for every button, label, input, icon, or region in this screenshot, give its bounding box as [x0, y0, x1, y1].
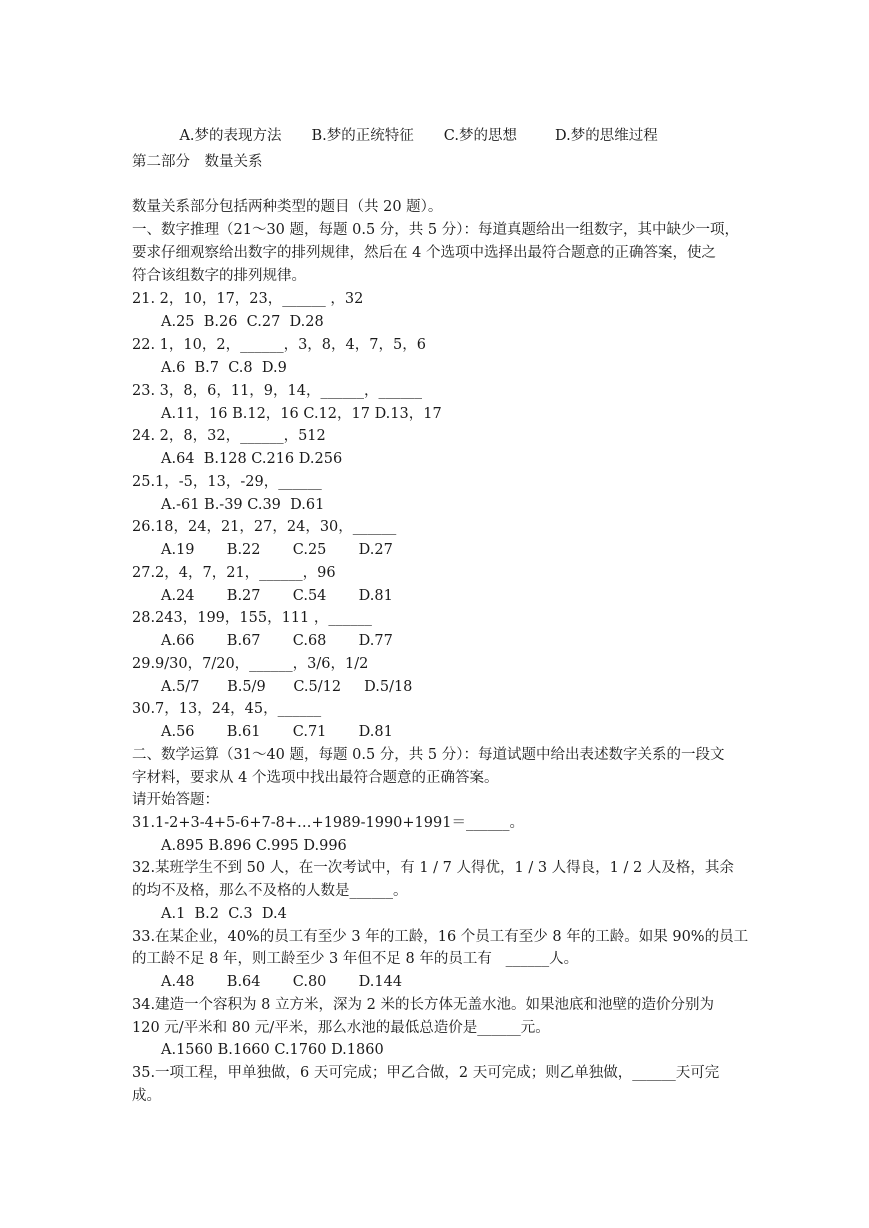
question-stem: 的均不及格，那么不及格的人数是______。 [132, 883, 408, 899]
top-option-a: A.梦的表现方法 [179, 128, 282, 144]
question-stem: 35.一项工程，甲单独做，6 天可完成；甲乙合做，2 天可完成；则乙单独做，______天可完 [132, 1065, 720, 1081]
question-options: A.19 B.22 C.25 D.27 [161, 542, 393, 558]
question-stem: 33.在某企业，40%的员工有至少 3 年的工龄，16 个员工有至少 8 年的工龄。如果 90%的员工 [132, 929, 749, 945]
question-stem: 32.某班学生不到 50 人，在一次考试中，有 1 / 7 人得优，1 / 3 人得良，1 / 2 人及格，其余 [132, 860, 734, 876]
question-options: A.895 B.896 C.995 D.996 [161, 838, 347, 854]
question-stem: 21. 2，10，17，23，______ ，32 [132, 291, 364, 307]
part2-desc-line: 字材料，要求从 4 个选项中找出最符合题意的正确答案。 [132, 770, 499, 786]
question-options: A.66 B.67 C.68 D.77 [161, 633, 393, 649]
question-stem: 23. 3，8，6，11，9，14，______，______ [132, 383, 422, 399]
start-prompt: 请开始答题： [132, 792, 219, 808]
part1-desc-line: 要求仔细观察给出数字的排列规律，然后在 4 个选项中选择出最符合题意的正确答案，使之 [132, 245, 716, 261]
question-options: A.25 B.26 C.27 D.28 [161, 314, 324, 330]
question-options: A.56 B.61 C.71 D.81 [161, 724, 393, 740]
question-stem: 31.1-2+3-4+5-6+7-8+…+1989-1990+1991＝______。 [132, 815, 524, 831]
top-option-c: C.梦的思想 [443, 128, 517, 144]
question-options: A.6 B.7 C.8 D.9 [161, 360, 287, 376]
part1-desc-line: 符合该组数字的排列规律。 [132, 268, 306, 284]
question-options: A.64 B.128 C.216 D.256 [161, 451, 343, 467]
question-stem: 成。 [132, 1088, 161, 1104]
top-option-d: D.梦的思维过程 [554, 128, 658, 144]
question-options: A.24 B.27 C.54 D.81 [161, 588, 393, 604]
part2-desc-line: 二、数学运算（31～40 题，每题 0.5 分，共 5 分）：每道试题中给出表述数字关系的一段文 [132, 747, 725, 763]
question-options: A.48 B.64 C.80 D.144 [161, 974, 403, 990]
question-options: A.1 B.2 C.3 D.4 [161, 906, 287, 922]
question-stem: 25.1，-5，13，-29，______ [132, 474, 322, 490]
section-title: 第二部分 数量关系 [132, 154, 263, 170]
top-option-b: B.梦的正统特征 [311, 128, 414, 144]
question-stem: 27.2，4，7，21，______，96 [132, 565, 336, 581]
question-stem: 34.建造一个容积为 8 立方米，深为 2 米的长方体无盖水池。如果池底和池壁的造价分别为 [132, 997, 714, 1013]
question-options: A.1560 B.1660 C.1760 D.1860 [161, 1042, 384, 1058]
question-options: A.11，16 B.12，16 C.12，17 D.13，17 [161, 406, 442, 422]
question-stem: 的工龄不足 8 年，则工龄至少 3 年但不足 8 年的员工有 ______人。 [132, 951, 579, 967]
question-stem: 30.7，13，24，45，______ [132, 701, 322, 717]
intro-text: 数量关系部分包括两种类型的题目（共 20 题）。 [132, 199, 443, 215]
question-stem: 24. 2，8，32，______，512 [132, 428, 326, 444]
question-options: A.-61 B.-39 C.39 D.61 [161, 497, 325, 513]
question-stem: 120 元/平米和 80 元/平米，那么水池的最低总造价是______元。 [132, 1020, 550, 1036]
question-stem: 22. 1，10，2，______，3，8，4，7，5，6 [132, 337, 426, 353]
question-stem: 29.9/30，7/20，______，3/6，1/2 [132, 656, 369, 672]
question-stem: 28.243，199，155，111 ，______ [132, 610, 372, 626]
question-options: A.5/7 B.5/9 C.5/12 D.5/18 [161, 679, 413, 695]
question-stem: 26.18，24，21，27，24，30，______ [132, 519, 397, 535]
part1-desc-line: 一、数字推理（21～30 题，每题 0.5 分，共 5 分）：每道真题给出一组数字，其中缺少一项， [132, 222, 739, 238]
